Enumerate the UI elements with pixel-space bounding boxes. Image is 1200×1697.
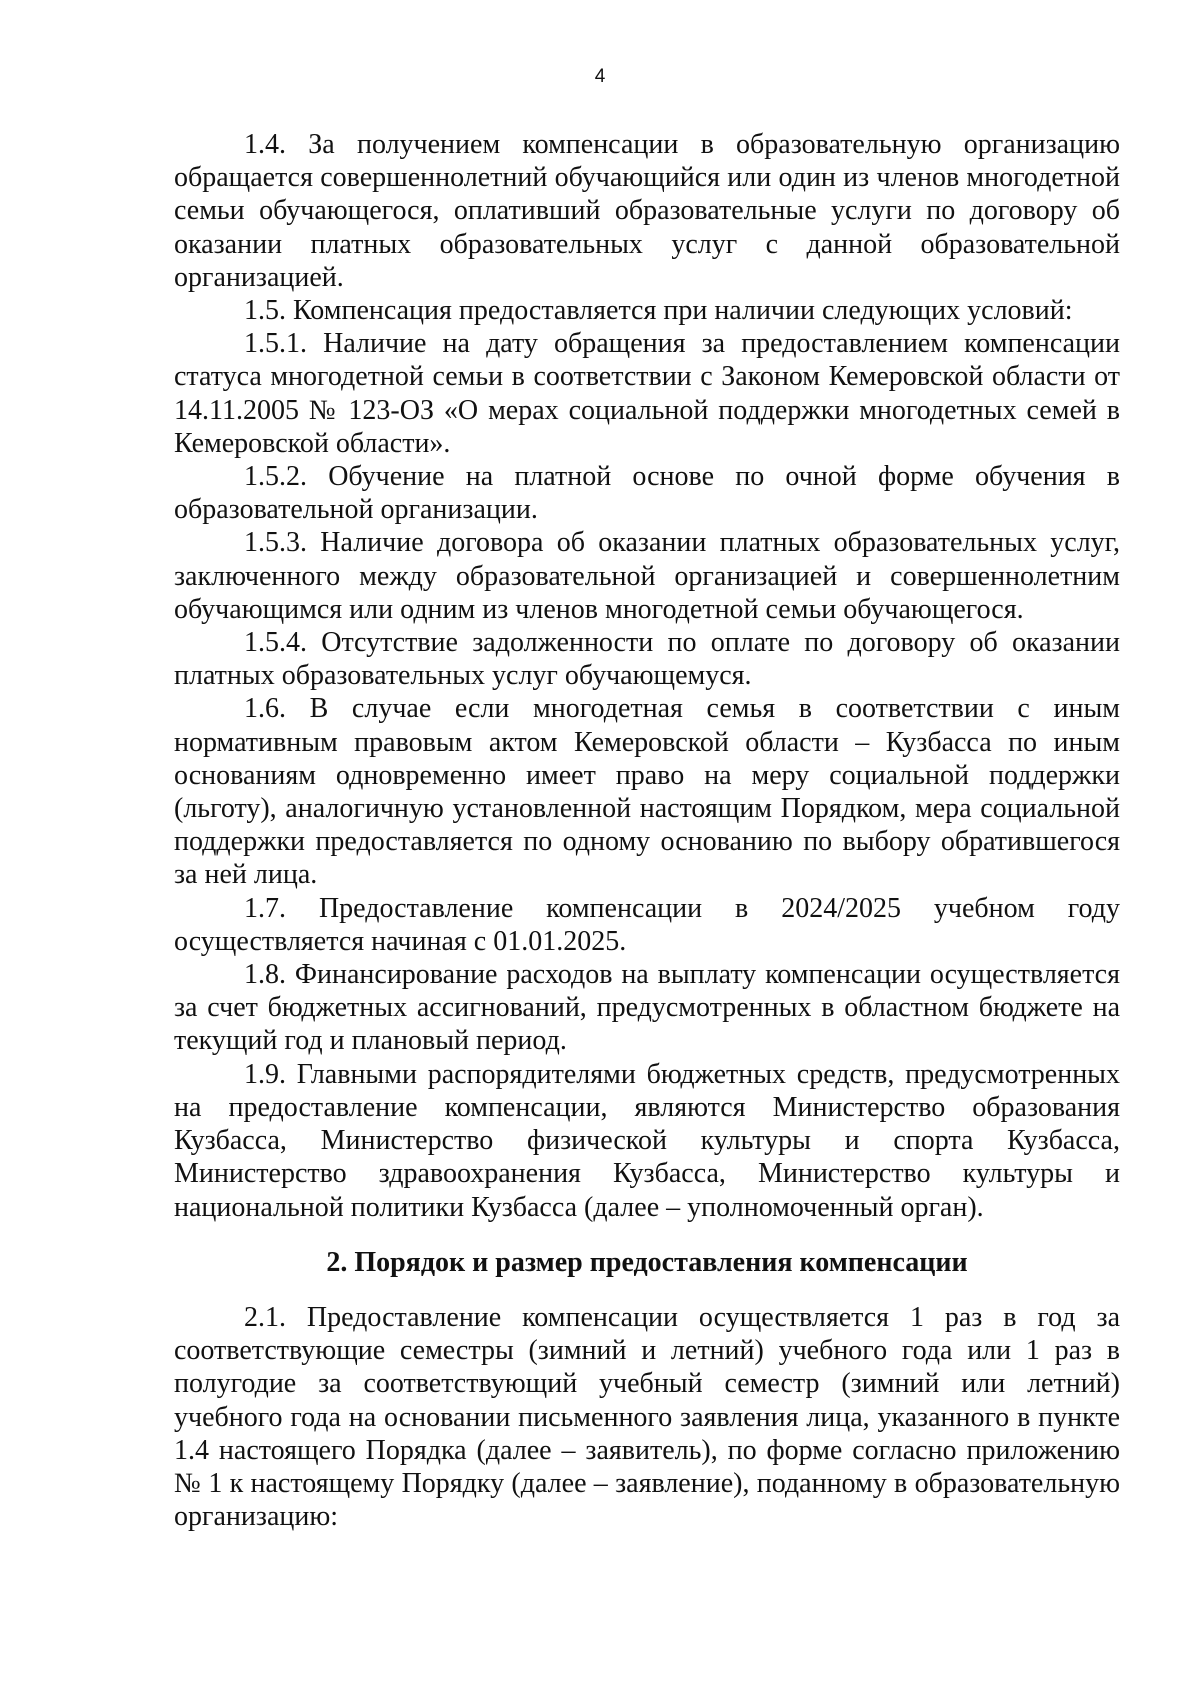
paragraph-1-9: 1.9. Главными распорядителями бюджетных средств, предусмотренных на предоставление компенсации, являются Министерство образования Кузбасса, Министерство физической культуры и спорта Кузбасса, Министерство здравоохранения Кузбасса, Министерство культуры и национальной политики Кузбасса (далее – уполномоченный орган). <box>174 1058 1120 1223</box>
paragraph-1-5: 1.5. Компенсация предоставляется при наличии следующих условий: <box>244 295 1073 327</box>
paragraph-1-8: 1.8. Финансирование расходов на выплату компенсации осуществляется за счет бюджетных ассигнований, предусмотренных в областном бюджете на текущий год и плановый период. <box>174 959 1120 1057</box>
paragraph-1-5-4: 1.5.4. Отсутствие задолженности по оплате по договору об оказании платных образовательных услуг обучающемуся. <box>174 627 1120 692</box>
page-number: 4 <box>594 66 606 87</box>
paragraph-1-5-2: 1.5.2. Обучение на платной основе по очной форме обучения в образовательной организации. <box>174 461 1120 526</box>
paragraph-1-7: 1.7. Предоставление компенсации в 2024/2025 учебном году осуществляется начиная с 01.01.2025. <box>174 892 1120 957</box>
document-body <box>174 128 1120 1533</box>
paragraph-1-6: 1.6. В случае если многодетная семья в соответствии с иным нормативным правовым актом Кемеровской области – Кузбасса по иным основаниям одновременно имеет право на меру социальной поддержки (льготу), аналогичную установленной настоящим Порядком, мера социальной поддержки предоставляется по одному основанию по выбору обратившегося за ней лица. <box>174 693 1120 891</box>
paragraph-1-5-1: 1.5.1. Наличие на дату обращения за предоставлением компенсации статуса многодетной семьи в соответствии с Законом Кемеровской области от 14.11.2005 № 123-ОЗ «О мерах социальной поддержки многодетных семей в Кемеровской области». <box>174 328 1120 459</box>
paragraph-1-5-3: 1.5.3. Наличие договора об оказании платных образовательных услуг, заключенного между образовательной организацией и совершеннолетним обучающимся или одним из членов многодетной семьи обучающегося. <box>174 527 1120 625</box>
section-heading: 2. Порядок и размер предоставления компенсации <box>326 1246 968 1278</box>
paragraph-2-1: 2.1. Предоставление компенсации осуществляется 1 раз в год за соответствующие семестры (зимний и летний) учебного года или 1 раз в полугодие за соответствующий учебный семестр (зимний или летний) учебного года на основании письменного заявления лица, указанного в пункте 1.4 настоящего Порядка (далее – заявитель), по форме согласно приложению № 1 к настоящему Порядку (далее – заявление), поданному в образовательную организацию: <box>174 1301 1120 1533</box>
paragraph-1-4: 1.4. За получением компенсации в образовательную организацию обращается совершеннолетний обучающийся или один из членов многодетной семьи обучающегося, оплативший образовательные услуги по договору об оказании платных образовательных услуг с данной образовательной организацией. <box>174 129 1120 293</box>
